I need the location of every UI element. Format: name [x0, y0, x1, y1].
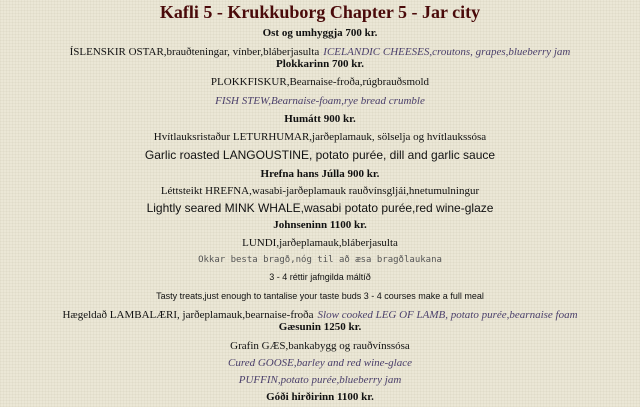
note-is: 3 - 4 réttir jafngilda máltíð: [269, 272, 371, 282]
dish-heading-johnseninn: Johnseninn 1100 kr.: [273, 219, 367, 231]
page-title: Kafli 5 - Krukkuborg Chapter 5 - Jar city: [159, 2, 481, 22]
dish-desc-en: ICELANDIC CHEESES,croutons, grapes,blueberry jam: [323, 46, 571, 58]
tagline-is: Okkar besta bragð,nóg til að æsa bragðlaukana: [198, 255, 442, 265]
dish-desc-en: Slow cooked LEG OF LAMB, potato purée,bearnaise foam: [317, 309, 578, 321]
dish-desc-is: Léttsteikt HREFNA,wasabi-jarðeplamauk rauðvínsgljái,hnetumulningur: [160, 185, 480, 197]
dish-desc-is: Grafin GÆS,bankabygg og rauðvínssósa: [230, 340, 410, 352]
dish-desc-is: LUNDI,jarðeplamauk,bláberjasulta: [242, 237, 398, 249]
dish-desc-en: Garlic roasted LANGOUSTINE, potato purée, dill and garlic sauce: [144, 148, 496, 162]
dish-desc-is: PLOKKFISKUR,Bearnaise-froða,rúgbrauðsmold: [210, 76, 430, 88]
dish-desc-en: FISH STEW,Bearnaise-foam,rye bread crumble: [215, 95, 425, 107]
dish-heading-ost: Ost og umhyggja 700 kr.: [262, 27, 378, 39]
dish-heading-gaesunin: Gæsunin 1250 kr.: [278, 321, 362, 333]
dish-desc-is: Hægeldað LAMBALÆRI, jarðeplamauk,bearnaise-froða: [62, 309, 314, 321]
dish-desc-en: Lightly seared MINK WHALE,wasabi potato purée,red wine-glaze: [146, 201, 494, 215]
note-en: Tasty treats,just enough to tantalise your taste buds 3 - 4 courses make a full meal: [156, 291, 484, 301]
dish-heading-humatt: Humátt 900 kr.: [284, 113, 356, 125]
dish-heading-plokkarinn: Plokkarinn 700 kr.: [276, 58, 364, 70]
dish-heading-godi-hirdirinn: Góði hirðirinn 1100 kr.: [266, 391, 374, 403]
dish-desc-en: Cured GOOSE,barley and red wine-glace: [227, 357, 412, 369]
dish-desc-en: PUFFIN,potato purée,blueberry jam: [238, 374, 402, 386]
dish-heading-hrefna: Hrefna hans Júlla 900 kr.: [260, 168, 380, 180]
dish-desc-is: ÍSLENSKIR OSTAR,brauðteningar, vínber,bláberjasulta: [69, 46, 320, 58]
dish-desc-is: Hvítlauksristaður LETURHUMAR,jarðeplamauk, sölselja og hvítlaukssósa: [153, 131, 487, 143]
